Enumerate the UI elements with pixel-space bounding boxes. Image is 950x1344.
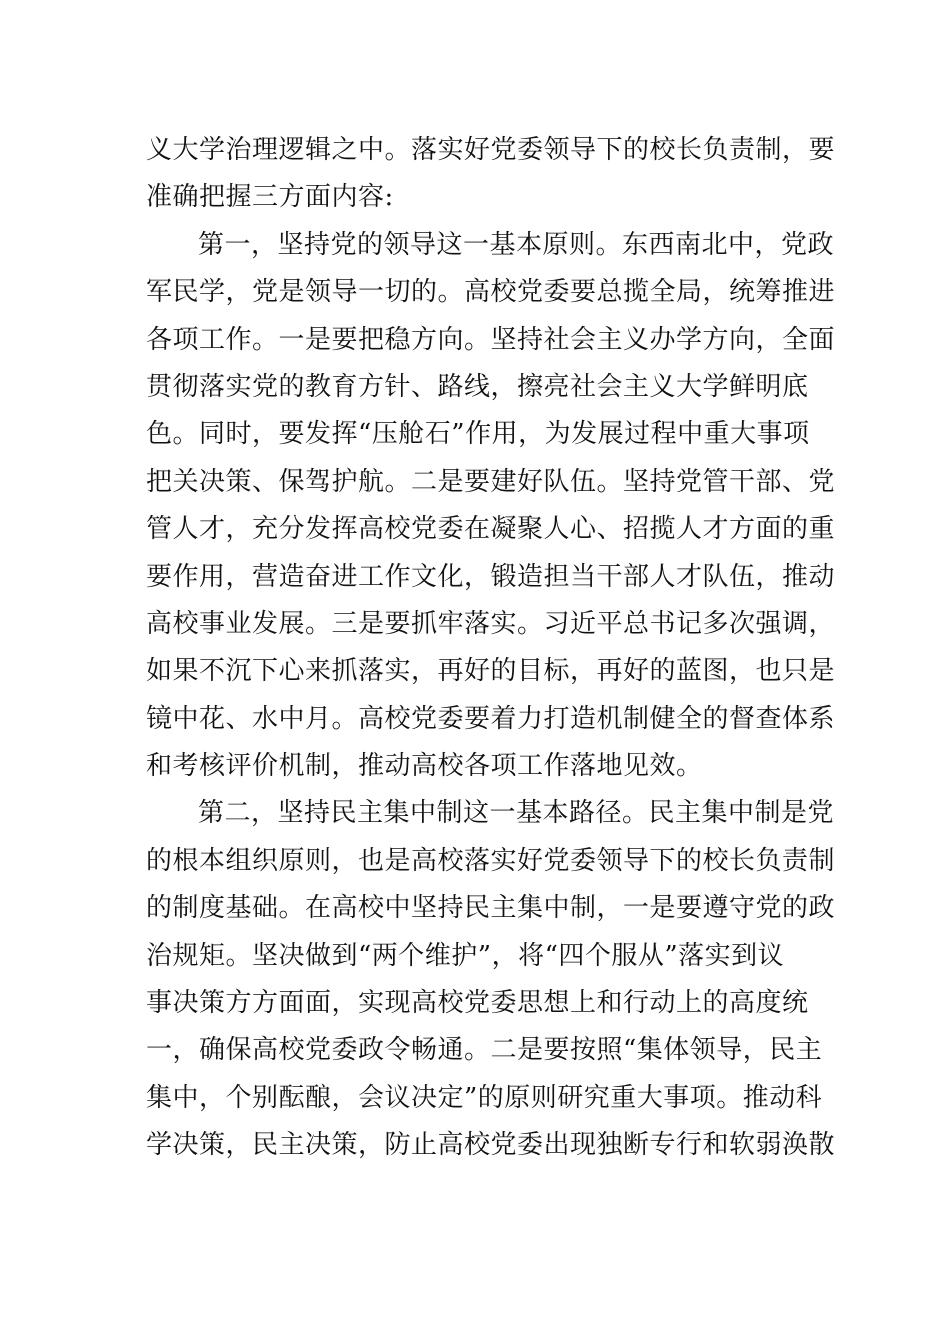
text-line: 要作用，营造奋进工作文化，锻造担当干部人才队伍，推动 (146, 561, 836, 592)
text-line: 义大学治理逻辑之中。落实好党委领导下的校长负责制，要 (146, 135, 836, 165)
text-line: 如果不沉下心来抓落实，再好的目标，再好的蓝图，也只是 (146, 656, 836, 687)
text-line: 军民学，党是领导一切的。高校党委要总揽全局，统筹推进 (146, 277, 836, 308)
text-line: 贯彻落实党的教育方针、路线，擦亮社会主义大学鲜明底 (146, 371, 809, 402)
text-line: 的根本组织原则，也是高校落实好党委领导下的校长负责制 (146, 845, 836, 876)
text-line: 和考核评价机制，推动高校各项工作落地见效。 (146, 751, 703, 782)
body-text (146, 127, 836, 1170)
text-line: 各项工作。一是要把稳方向。坚持社会主义办学方向，全面 (146, 324, 836, 355)
text-line: 色。同时，要发挥“压舱石”作用，为发展过程中重大事项 (146, 419, 810, 450)
text-line: 管人才，充分发挥高校党委在凝聚人心、招揽人才方面的重 (146, 514, 836, 545)
text-line: 学决策，民主决策，防止高校党委出现独断专行和软弱涣散 (146, 1130, 836, 1161)
text-line: 集中，个别酝酿，会议决定”的原则研究重大事项。推动科 (146, 1082, 823, 1113)
text-line: 的制度基础。在高校中坚持民主集中制，一是要遵守党的政 (146, 893, 836, 924)
text-line: 事决策方方面面，实现高校党委思想上和行动上的高度统 (146, 988, 809, 1019)
text-line: 镜中花、水中月。高校党委要着力打造机制健全的督查体系 (146, 703, 836, 734)
text-line: 高校事业发展。三是要抓牢落实。习近平总书记多次强调， (146, 608, 836, 639)
text-line: 准确把握三方面内容: (146, 182, 394, 213)
paragraph-start-line: 第一，坚持党的领导这一基本原则。东西南北中，党政 (198, 229, 835, 260)
text-line: 把关决策、保驾护航。二是要建好队伍。坚持党管干部、党 (146, 466, 836, 497)
text-line: 一，确保高校党委政令畅通。二是要按照“集体领导，民主 (146, 1035, 823, 1066)
text-line: 治规矩。坚决做到“两个维护”，将“四个服从”落实到议 (146, 940, 785, 971)
paragraph-start-line: 第二，坚持民主集中制这一基本路径。民主集中制是党 (198, 798, 835, 829)
